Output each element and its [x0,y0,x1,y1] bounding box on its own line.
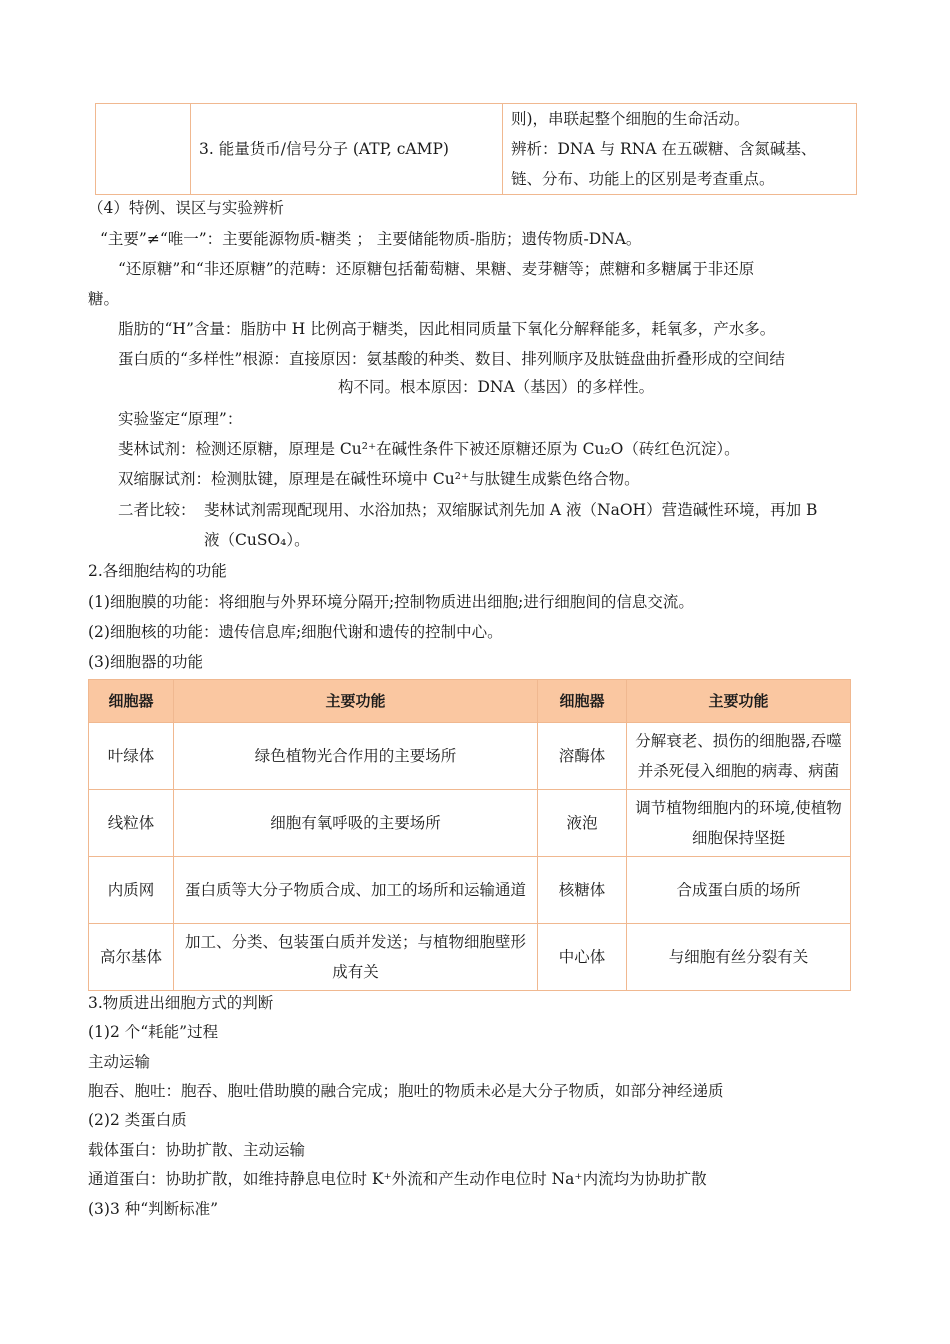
section4-heading: （4）特例、误区与实验辨析 [88,199,284,217]
organelle-function: 调节植物细胞内的环境,使植物细胞保持坚挺 [627,790,851,857]
paragraph: 脂肪的“H”含量：脂肪中 H 比例高于糖类，因此相同质量下氧化分解释能多，耗氧多，产水多。 [118,320,776,338]
paragraph: 糖。 [88,290,120,308]
middle-cell: 3. 能量货币/信号分子 (ATP, cAMP) [191,104,503,195]
organelle-name: 溶酶体 [538,723,627,790]
organelle-name: 线粒体 [89,790,174,857]
table-row [89,924,851,991]
right-line: 辨析：DNA 与 RNA 在五碳糖、含氮碱基、 [511,140,817,158]
section3-heading: 3.物质进出细胞方式的判断 [88,994,274,1012]
paragraph: 斐林试剂需现配现用、水浴加热；双缩脲试剂先加 A 液（NaOH）营造碱性环境，再加 B [204,501,818,519]
organelle-function: 分解衰老、损伤的细胞器,吞噬并杀死侵入细胞的病毒、病菌 [627,723,851,790]
table-row [89,857,851,924]
empty-cell [96,104,191,195]
paragraph: 实验鉴定“原理”： [118,410,243,428]
paragraph: 构不同。根本原因：DNA（基因）的多样性。 [338,378,655,396]
right-line: 则)，串联起整个细胞的生命活动。 [511,110,750,128]
organelle-function: 细胞有氧呼吸的主要场所 [174,790,538,857]
paragraph: 胞吞、胞吐：胞吞、胞吐借助膜的融合完成；胞吐的物质未必是大分子物质，如部分神经递质 [88,1082,724,1100]
paragraph: 主动运输 [88,1053,151,1071]
paragraph: 斐林试剂：检测还原糖，原理是 Cu²⁺在碱性条件下被还原糖还原为 Cu₂O（砖红色沉淀）。 [118,440,740,458]
comparison-label: 二者比较： [118,501,196,519]
header-cell: 细胞器 [89,680,174,723]
table-header-row [89,680,851,723]
paragraph: (3)细胞器的功能 [88,653,203,671]
organelle-function: 绿色植物光合作用的主要场所 [174,723,538,790]
organelle-name: 叶绿体 [89,723,174,790]
organelle-function: 蛋白质等大分子物质合成、加工的场所和运输通道 [174,857,538,924]
section2-heading: 2.各细胞结构的功能 [88,562,227,580]
organelle-name: 核糖体 [538,857,627,924]
organelle-function: 加工、分类、包装蛋白质并发送；与植物细胞壁形成有关 [174,924,538,991]
organelle-function: 合成蛋白质的场所 [627,857,851,924]
organelle-name: 内质网 [89,857,174,924]
organelle-name: 中心体 [538,924,627,991]
paragraph: 液（CuSO₄）。 [204,531,310,549]
paragraph: 双缩脲试剂：检测肽键，原理是在碱性环境中 Cu²⁺与肽键生成紫色络合物。 [118,470,640,488]
header-cell: 细胞器 [538,680,627,723]
paragraph: (2)2 类蛋白质 [88,1111,187,1129]
organelle-name: 液泡 [538,790,627,857]
paragraph: 通道蛋白：协助扩散，如维持静息电位时 K⁺外流和产生动作电位时 Na⁺内流均为协助扩散 [88,1170,707,1188]
right-line: 链、分布、功能上的区别是考查重点。 [511,170,775,188]
paragraph: (1)细胞膜的功能：将细胞与外界环境分隔开;控制物质进出细胞;进行细胞间的信息交流。 [88,593,694,611]
paragraph: 蛋白质的“多样性”根源：直接原因：氨基酸的种类、数目、排列顺序及肽链盘曲折叠形成的空间结 [118,350,785,368]
continuation-table [95,103,857,195]
paragraph: (3)3 种“判断标准” [88,1200,219,1218]
organelle-table [88,679,851,991]
paragraph: 载体蛋白：协助扩散、主动运输 [88,1141,306,1159]
paragraph: (1)2 个“耗能”过程 [88,1023,219,1041]
header-cell: 主要功能 [627,680,851,723]
paragraph: (2)细胞核的功能：遗传信息库;细胞代谢和遗传的控制中心。 [88,623,503,641]
table-row [89,790,851,857]
right-cell [503,104,857,195]
paragraph: “主要”≠“唯一”：主要能源物质-糖类 ； 主要储能物质-脂肪；遗传物质-DNA。 [100,230,642,248]
paragraph: “还原糖”和“非还原糖”的范畴：还原糖包括葡萄糖、果糖、麦芽糖等；蔗糖和多糖属于非还原 [118,260,755,278]
header-cell: 主要功能 [174,680,538,723]
organelle-function: 与细胞有丝分裂有关 [627,924,851,991]
table-row [89,723,851,790]
organelle-name: 高尔基体 [89,924,174,991]
